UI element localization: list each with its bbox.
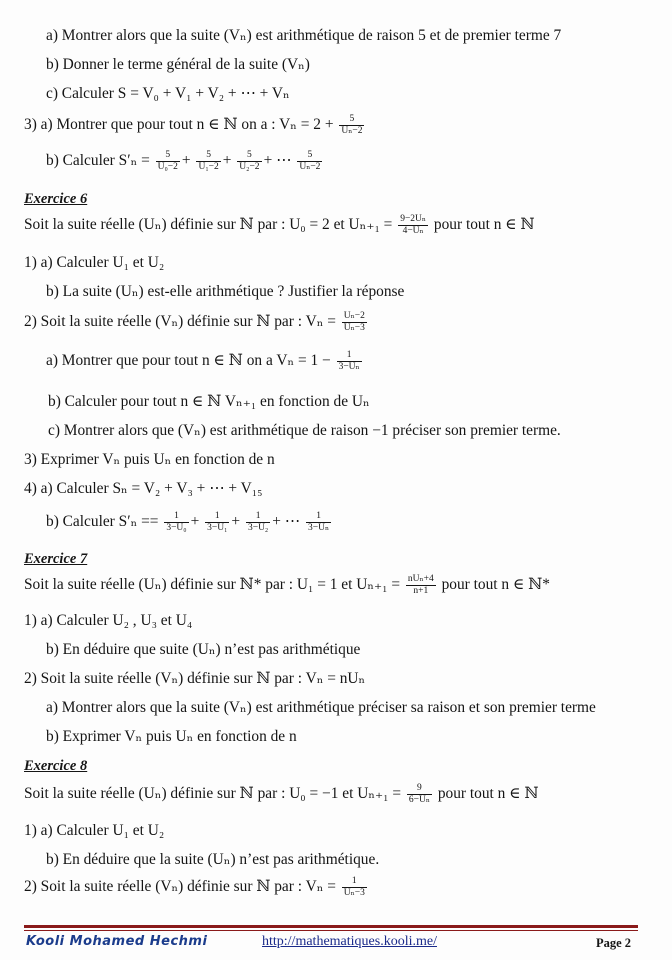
exercise6-question-4b: b) Calculer S′ₙ == $\frac{1}{\text{3−U₀}}$ + $\frac{1}{\text{3−U₁}}$ + $\frac{1}{\text{3−U₂}}$ + ⋯ $\frac{1}{\text{3−Uₙ}}$ xyxy=(46,511,330,533)
line-text: 3) Exprimer Vₙ puis Uₙ en fonction de n xyxy=(24,451,275,468)
exercise7-question-1b xyxy=(46,640,360,659)
line-text: pour tout n ∈ ℕ xyxy=(433,215,535,233)
line-text: b) Calculer S′ₙ = xyxy=(46,151,150,169)
exercise6-question-2 xyxy=(24,311,369,334)
exercise6-question-1a xyxy=(24,253,164,272)
fraction: $\frac{1}{\text{Uₙ−3}}$ xyxy=(343,876,365,898)
exercise8-statement xyxy=(24,783,539,806)
fraction: $\frac{5}{\text{Uₙ−2}}$ xyxy=(341,114,363,136)
line-text: b) Donner le terme général de la suite (Vₙ) xyxy=(46,56,310,73)
exercise6-question-1b xyxy=(46,282,404,301)
line-text: a) Montrer alors que la suite (Vₙ) est arithmétique préciser sa raison et son premier terme xyxy=(46,699,596,716)
line-text: b) Calculer pour tout n ∈ ℕ Vₙ₊₁ en fonction de Uₙ xyxy=(48,393,370,410)
exercise6-question-3 xyxy=(24,450,275,469)
page-number: Page 2 xyxy=(596,936,632,950)
exercise8-heading: Exercice 8 xyxy=(24,758,88,774)
footer-rule-thin xyxy=(24,930,638,931)
line-text: 1) a) Calculer U₁ et U₂ xyxy=(24,822,165,839)
exercise6-question-2a xyxy=(46,350,364,373)
line-text: 2) Soit la suite réelle (Vₙ) définie sur ℕ par : Vₙ = xyxy=(24,877,336,895)
line-text: 2) Soit la suite réelle (Vₙ) définie sur ℕ par : Vₙ = xyxy=(24,312,336,330)
line-text: Soit la suite réelle (Uₙ) définie sur ℕ* par : U₁ = 1 et Uₙ₊₁ = xyxy=(24,575,401,593)
exercise8-question-1b xyxy=(46,850,379,869)
fraction: $\frac{1}{\text{3−U₂}}$ xyxy=(247,511,269,533)
exercise5-question-2c xyxy=(46,84,290,103)
line-text: 3) a) Montrer que pour tout n ∈ ℕ on a : Vₙ = 2 + xyxy=(24,115,334,133)
exercise6-statement xyxy=(24,214,535,237)
exercise7-question-2 xyxy=(24,669,365,688)
exercise6-question-4a xyxy=(24,479,263,498)
fraction: $\frac{5}{\text{U₀−2}}$ xyxy=(157,150,178,172)
exercise7-question-2a xyxy=(46,698,596,717)
line-text: b) Calculer S′ₙ == xyxy=(46,512,159,530)
exercise6-heading: Exercice 6 xyxy=(24,191,88,207)
line-text: a) Montrer que pour tout n ∈ ℕ on a Vₙ = 1 − xyxy=(46,351,331,369)
line-text: b) En déduire que suite (Uₙ) n’est pas arithmétique xyxy=(46,641,361,658)
fraction: $\frac{5}{\text{U₁−2}}$ xyxy=(198,150,219,172)
line-text: b) Exprimer Vₙ puis Uₙ en fonction de n xyxy=(46,728,297,745)
line-text: pour tout n ∈ ℕ xyxy=(437,784,539,802)
exercise8-question-2 xyxy=(24,876,369,899)
exercise5-question-3a xyxy=(24,114,366,137)
line-text: 1) a) Calculer U₁ et U₂ xyxy=(24,254,165,271)
footer-website-link[interactable]: http://mathematiques.kooli.me/ xyxy=(262,934,437,949)
exercise5-question-3b: b) Calculer S′ₙ = $\frac{5}{\text{U₀−2}}$ + $\frac{5}{\text{U₁−2}}$ + $\frac{5}{\text{U₂−2}}$ + ⋯ $\frac{5}{\text{Uₙ−2}}$ xyxy=(46,150,321,172)
exercise5-question-2a xyxy=(46,26,561,45)
line-text: c) Calculer S = V₀ + V₁ + V₂ + ⋯ + Vₙ xyxy=(46,85,290,102)
line-text: 2) Soit la suite réelle (Vₙ) définie sur ℕ par : Vₙ = nUₙ xyxy=(24,670,366,687)
exercise7-question-2b xyxy=(46,727,297,746)
line-text: 1) a) Calculer U₂ , U₃ et U₄ xyxy=(24,612,193,629)
fraction: $\frac{1}{\text{3−Uₙ}}$ xyxy=(338,350,360,372)
line-text: Soit la suite réelle (Uₙ) définie sur ℕ par : U₀ = −1 et Uₙ₊₁ = xyxy=(24,784,402,802)
fraction: $\frac{1}{\text{3−U₁}}$ xyxy=(207,511,228,533)
line-text: 4) a) Calculer Sₙ = V₂ + V₃ + ⋯ + V₁₅ xyxy=(24,480,263,497)
exercise6-question-2c xyxy=(48,421,561,440)
fraction: $\frac{1}{\text{3−Uₙ}}$ xyxy=(308,511,330,533)
line-text: pour tout n ∈ ℕ* xyxy=(441,575,550,593)
fraction: nUₙ+4 n+1 xyxy=(407,574,434,596)
line-text: c) Montrer alors que (Vₙ) est arithmétique de raison −1 préciser son premier terme. xyxy=(48,422,561,439)
exercise7-heading: Exercice 7 xyxy=(24,551,88,567)
exercise8-question-1a xyxy=(24,821,164,840)
exercise7-statement xyxy=(24,574,550,597)
fraction: $\frac{9}{\text{6−Uₙ}}$ xyxy=(408,783,430,805)
exercise7-question-1a xyxy=(24,611,192,630)
line-text: a) Montrer alors que la suite (Vₙ) est arithmétique de raison 5 et de premier terme 7 xyxy=(46,27,562,44)
footer-rule-thick xyxy=(24,925,638,928)
fraction: $\frac{\text{9−2Uₙ}}{\text{4−Uₙ}}$ xyxy=(400,214,427,236)
line-text: b) La suite (Uₙ) est-elle arithmétique ? Justifier la réponse xyxy=(46,283,405,300)
footer-author: Kooli Mohamed Hechmi xyxy=(26,934,208,949)
exercise5-question-2b xyxy=(46,55,310,74)
line-text: b) En déduire que la suite (Uₙ) n’est pas arithmétique. xyxy=(46,851,380,868)
fraction: $\frac{5}{\text{Uₙ−2}}$ xyxy=(299,150,321,172)
line-text: Soit la suite réelle (Uₙ) définie sur ℕ par : U₀ = 2 et Uₙ₊₁ = xyxy=(24,215,393,233)
fraction: $\frac{1}{\text{3−U₀}}$ xyxy=(166,511,187,533)
fraction: $\frac{\text{Uₙ−2}}{\text{Uₙ−3}}$ xyxy=(343,311,365,333)
fraction: $\frac{5}{\text{U₂−2}}$ xyxy=(239,150,260,172)
exercise6-question-2b xyxy=(48,392,370,411)
